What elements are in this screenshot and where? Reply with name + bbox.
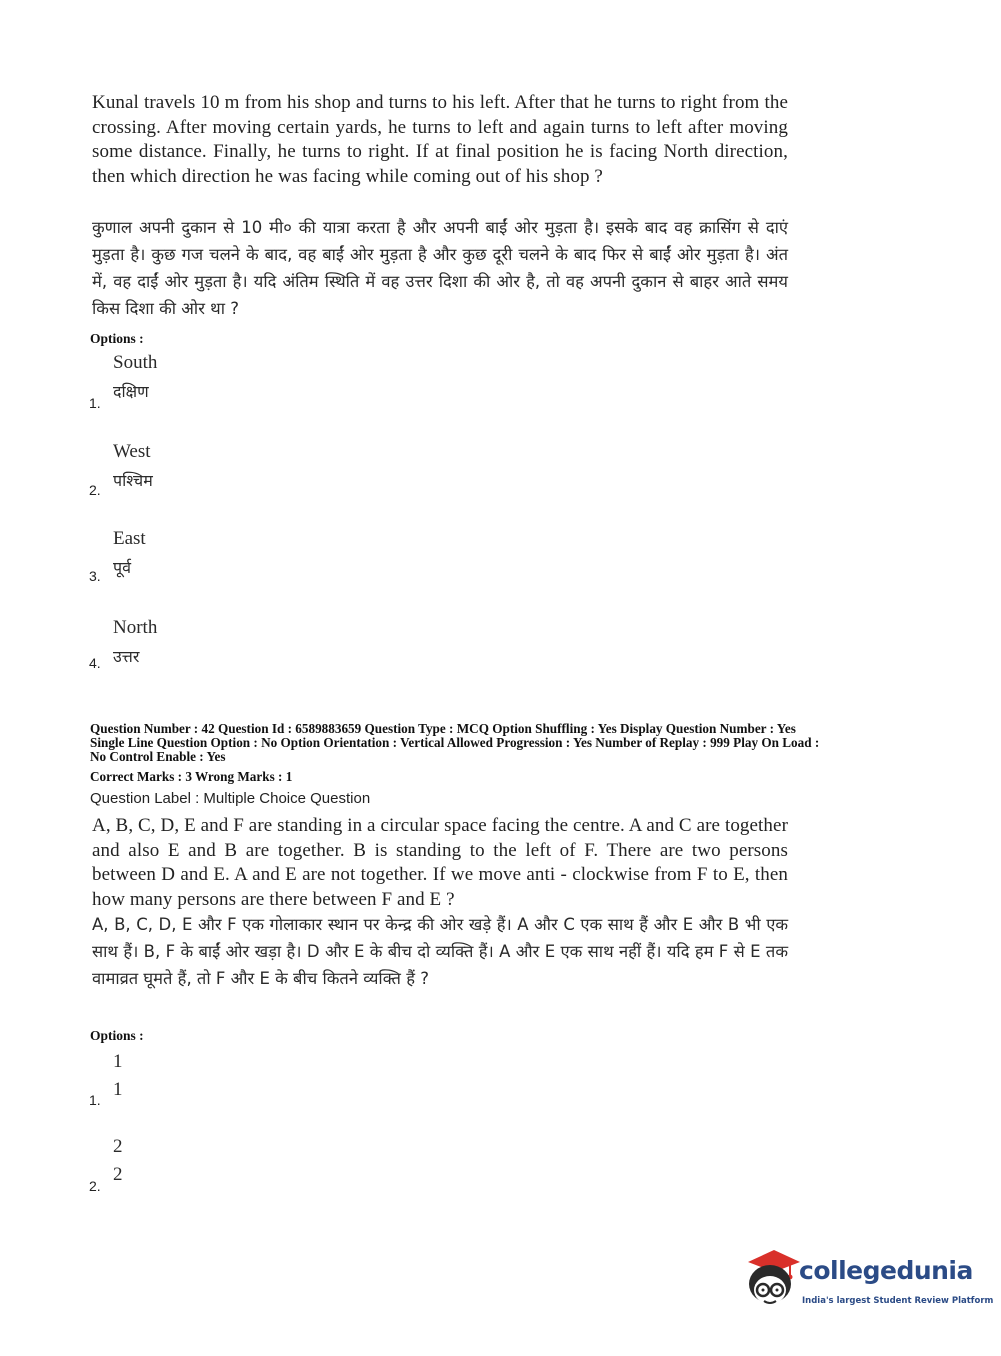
logo-wordmark: collegedunia [799,1256,973,1285]
option-1-hindi: दक्षिण [113,382,149,401]
marks-info: Correct Marks : 3 Wrong Marks : 1 [90,769,293,784]
options-label-q42: Options : [90,1028,144,1043]
option-4-hindi: उत्तर [113,647,140,666]
q42-option-1-english: 1 [113,1051,123,1072]
option-3-hindi: पूर्व [113,558,131,577]
collegedunia-logo [742,1248,994,1318]
option-4-number: 4. [89,655,101,671]
mascot-icon [742,1248,802,1312]
option-2-hindi: पश्चिम [113,471,153,490]
q42-option-1-hindi: 1 [113,1079,123,1100]
option-2-english: West [113,441,151,462]
option-1-number: 1. [89,395,101,411]
question-meta-line-1: Question Number : 42 Question Id : 6589883659 Question Type : MCQ Option Shuffling : Yes Display Question Number : Yes [90,721,796,736]
question-42-hindi-text: A, B, C, D, E और F एक गोलाकार स्थान पर केन्द्र की ओर खड़े हैं। A और C एक साथ हैं और E और B भी एक साथ हैं। B, F के बाईं ओर खड़ा है। D और E के बीच दो व्यक्ति हैं। A और E एक साथ नहीं हैं। यदि हम F से E तक वामाव्रत घूमते हैं, तो F और E के बीच कितने व्यक्ति हैं ? [92,915,788,988]
q42-option-2-number: 2. [89,1178,101,1194]
options-label: Options : [90,331,144,346]
option-2-number: 2. [89,482,101,498]
q42-option-2-english: 2 [113,1136,123,1157]
option-4-english: North [113,617,158,638]
option-3-number: 3. [89,568,101,584]
question-41-english-text: Kunal travels 10 m from his shop and turns to his left. After that he turns to right from the crossing. After moving certain yards, he turns to left and again turns to left after moving some distance. Finally, he turns to right. If at final position he is facing North direction, then which direction he was facing while coming out of his shop ? [92,92,788,187]
logo-tagline: India's largest Student Review Platform [802,1296,994,1306]
question-label: Question Label : Multiple Choice Question [90,790,371,807]
option-1-english: South [113,352,158,373]
question-meta-line-2: Single Line Question Option : No Option Orientation : Vertical Allowed Progression : Yes Number of Replay : 999 Play On Load : [90,735,820,750]
question-meta-line-3: No Control Enable : Yes [90,749,226,764]
q42-option-1-number: 1. [89,1092,101,1108]
option-3-english: East [113,528,146,549]
question-42-english-text: A, B, C, D, E and F are standing in a circular space facing the centre. A and C are together and also E and B are together. B is standing to the left of F. There are two persons between D and E. A and E are not together. If we move anti - clockwise from F to E, then how many persons are there between F and E ? [92,815,788,910]
question-41-hindi-text: कुणाल अपनी दुकान से 10 मी० की यात्रा करता है और अपनी बाईं ओर मुड़ता है। इसके बाद वह क्रासिंग से दाएं मुड़ता है। कुछ गज चलने के बाद, वह बाईं ओर मुड़ता है और कुछ दूरी चलने के बाद फिर से बाईं ओर मुड़ता है। अंत में, वह दाईं ओर मुड़ता है। यदि अंतिम स्थिति में वह उत्तर दिशा की ओर है, तो वह अपनी दुकान से बाहर आते समय किस दिशा की ओर था ? [92,218,788,318]
q42-option-2-hindi: 2 [113,1164,123,1185]
